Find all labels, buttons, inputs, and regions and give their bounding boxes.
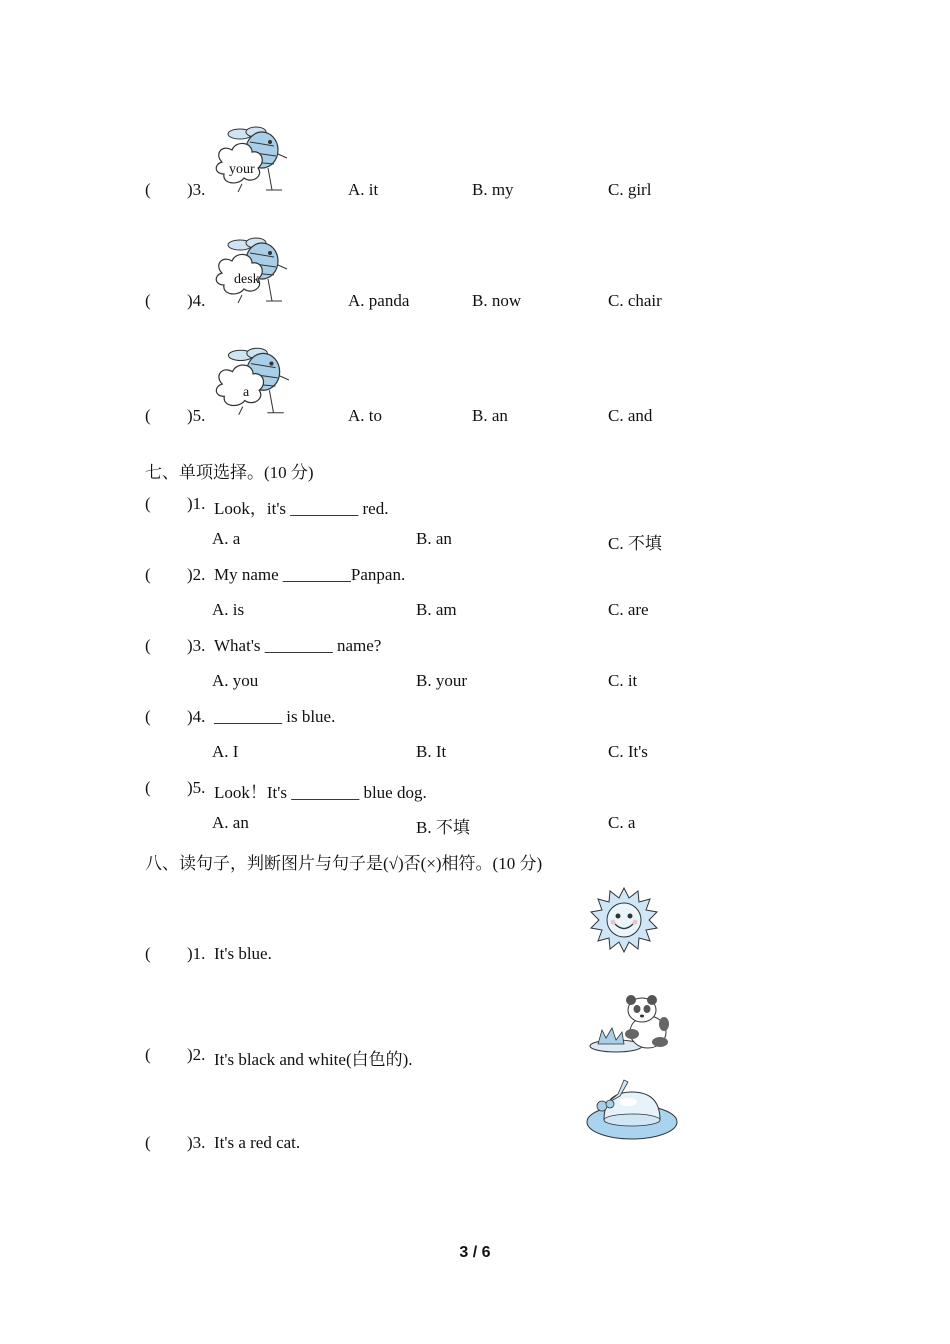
bee-word-card-icon [212, 235, 292, 305]
sun-icon [588, 886, 660, 954]
bracket-open: ( [145, 406, 151, 425]
question-number: )3. [187, 1133, 206, 1152]
bracket-open: ( [145, 636, 151, 655]
option-a: A. it [348, 180, 379, 199]
option-b: B. an [472, 406, 508, 425]
bracket-open: ( [145, 778, 151, 797]
option-c: C. It's [608, 742, 648, 761]
question-number: )3. [187, 636, 206, 655]
bracket-open: ( [145, 565, 151, 584]
option-b: B. your [416, 671, 467, 690]
panda-icon [586, 992, 674, 1058]
option-b: B. 不填 [416, 818, 470, 837]
option-a: A. you [212, 671, 259, 690]
option-a: A. I [212, 742, 239, 761]
question-number: )3. [187, 180, 206, 199]
question-text: Look！It's ________ blue dog. [214, 783, 427, 802]
option-c: C. girl [608, 180, 652, 199]
option-a: A. a [212, 529, 241, 548]
bracket-open: ( [145, 944, 151, 963]
bee-card-word: your [229, 162, 255, 177]
option-b: B. It [416, 742, 447, 761]
section-title: 八、读句子，判断图片与句子是(√)否(×)相符。(10 分) [145, 854, 543, 873]
question-text: ________ is blue. [214, 707, 336, 726]
bracket-open: ( [145, 707, 151, 726]
question-number: )1. [187, 944, 206, 963]
bracket-open: ( [145, 1133, 151, 1152]
option-a: A. panda [348, 291, 410, 310]
section-title: 七、单项选择。(10 分) [145, 463, 314, 482]
bee-word-card-icon [212, 124, 292, 194]
option-a: A. an [212, 813, 249, 832]
question-text: My name ________Panpan. [214, 565, 406, 584]
option-b: B. an [416, 529, 452, 548]
option-c: C. chair [608, 291, 662, 310]
statement-text: It's blue. [214, 944, 272, 963]
option-a: A. is [212, 600, 245, 619]
page-number: 3 / 6 [459, 1244, 491, 1261]
question-number: )1. [187, 494, 206, 513]
question-number: )4. [187, 707, 206, 726]
statement-text: It's black and white(白色的). [214, 1050, 413, 1069]
bracket-open: ( [145, 494, 151, 513]
option-a: A. to [348, 406, 382, 425]
bee-card-word: desk [234, 272, 260, 287]
option-c: C. 不填 [608, 534, 662, 553]
question-number: )4. [187, 291, 206, 310]
question-text: Look，it's ________ red. [214, 499, 389, 518]
option-c: C. are [608, 600, 649, 619]
hat-icon [584, 1074, 680, 1144]
bee-card-word: a [243, 385, 250, 400]
option-c: C. and [608, 406, 653, 425]
option-b: B. am [416, 600, 457, 619]
bee-word-card-icon [212, 345, 294, 417]
bracket-open: ( [145, 291, 151, 310]
bracket-open: ( [145, 180, 151, 199]
question-text: What's ________ name? [214, 636, 382, 655]
option-c: C. it [608, 671, 638, 690]
question-number: )5. [187, 778, 206, 797]
question-number: )2. [187, 1045, 206, 1064]
bracket-open: ( [145, 1045, 151, 1064]
question-number: )5. [187, 406, 206, 425]
option-b: B. now [472, 291, 522, 310]
option-b: B. my [472, 180, 514, 199]
statement-text: It's a red cat. [214, 1133, 301, 1152]
question-number: )2. [187, 565, 206, 584]
option-c: C. a [608, 813, 636, 832]
